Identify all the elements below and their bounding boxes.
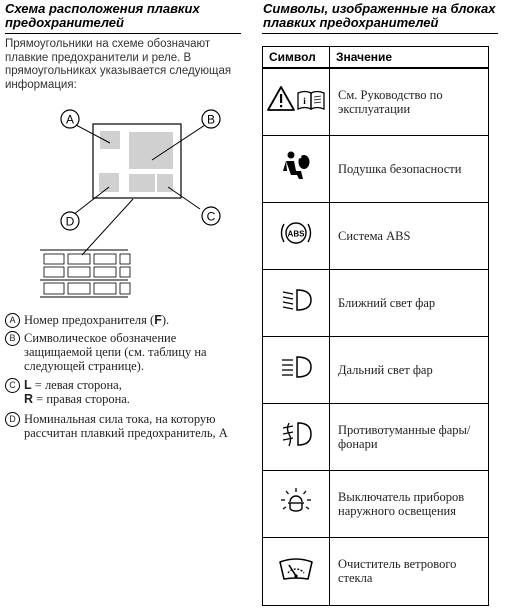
fuse-layout-intro: Прямоугольники на схеме обозначают плавкие предохранители и реле. В прямоугольниках указывается следующая информация: [5, 38, 232, 91]
left-title-rule [5, 33, 241, 34]
meaning-header: Значение [330, 47, 489, 69]
fog-light-icon [278, 419, 314, 449]
fuse-layout-title: Схема расположения плавких предохранителей [5, 1, 200, 30]
legend-text-d: Номинальная сила тока, на которую рассчитан плавкий предохранитель, А [24, 412, 228, 440]
meaning-cell: См. Руководство по эксплуатации [330, 68, 489, 135]
table-row [263, 403, 489, 470]
warning-manual-icon [267, 84, 325, 114]
legend-item-d [5, 412, 245, 456]
legend-item-b [5, 331, 245, 375]
airbag-icon [279, 149, 313, 183]
high-beam-icon [278, 353, 314, 381]
callout-b: B [206, 112, 216, 127]
svg-text:ABS: ABS [287, 229, 305, 239]
lighting-switch-icon [278, 485, 314, 517]
legend-mark-a: A [5, 313, 20, 328]
symbol-cell [263, 202, 330, 269]
callout-a: A [65, 112, 75, 127]
meaning-cell: Ближний свет фар [330, 269, 489, 336]
table-row [263, 202, 489, 269]
symbol-cell [263, 336, 330, 403]
windshield-wiper-icon [277, 554, 315, 584]
legend-text-a: Номер предохранителя (F). [24, 313, 170, 327]
symbol-header: Символ [263, 47, 330, 69]
svg-text:i: i [303, 96, 306, 107]
symbol-cell [263, 537, 330, 605]
low-beam-icon [278, 286, 314, 314]
table-row [263, 68, 489, 135]
symbol-cell [263, 135, 330, 202]
fuse-symbols-table [262, 46, 489, 606]
callout-c: C [206, 209, 216, 224]
legend-item-a [5, 313, 245, 329]
legend-mark-b: B [5, 331, 20, 346]
table-row [263, 537, 489, 605]
meaning-cell: Очиститель ветрового стекла [330, 537, 489, 605]
meaning-cell: Система ABS [330, 202, 489, 269]
fuse-diagram-svg [30, 105, 240, 305]
fuse-symbols-title: Символы, изображенные на блоках плавких предохранителей [263, 1, 496, 30]
meaning-cell: Противотуманные фары/фонари [330, 403, 489, 470]
legend-mark-c: C [5, 378, 20, 393]
abs-icon [276, 218, 316, 248]
table-row [263, 269, 489, 336]
callout-d: D [65, 214, 75, 229]
symbol-cell [263, 470, 330, 537]
symbol-cell [263, 68, 330, 135]
right-title-rule [262, 33, 498, 34]
legend-item-c [5, 378, 245, 408]
legend-mark-d: D [5, 412, 20, 427]
meaning-cell: Дальний свет фар [330, 336, 489, 403]
fuse-box-diagram [30, 105, 240, 305]
symbol-cell [263, 403, 330, 470]
meaning-cell: Подушка безопасности [330, 135, 489, 202]
meaning-cell: Выключатель приборов наружного освещения [330, 470, 489, 537]
symbol-cell [263, 269, 330, 336]
table-row [263, 135, 489, 202]
legend-text-b: Символическое обозначение защищаемой цепи (см. таблицу на следующей странице). [24, 331, 207, 373]
table-row [263, 470, 489, 537]
legend-text-c: L = левая сторона, R = правая сторона. [24, 378, 130, 406]
table-row [263, 336, 489, 403]
